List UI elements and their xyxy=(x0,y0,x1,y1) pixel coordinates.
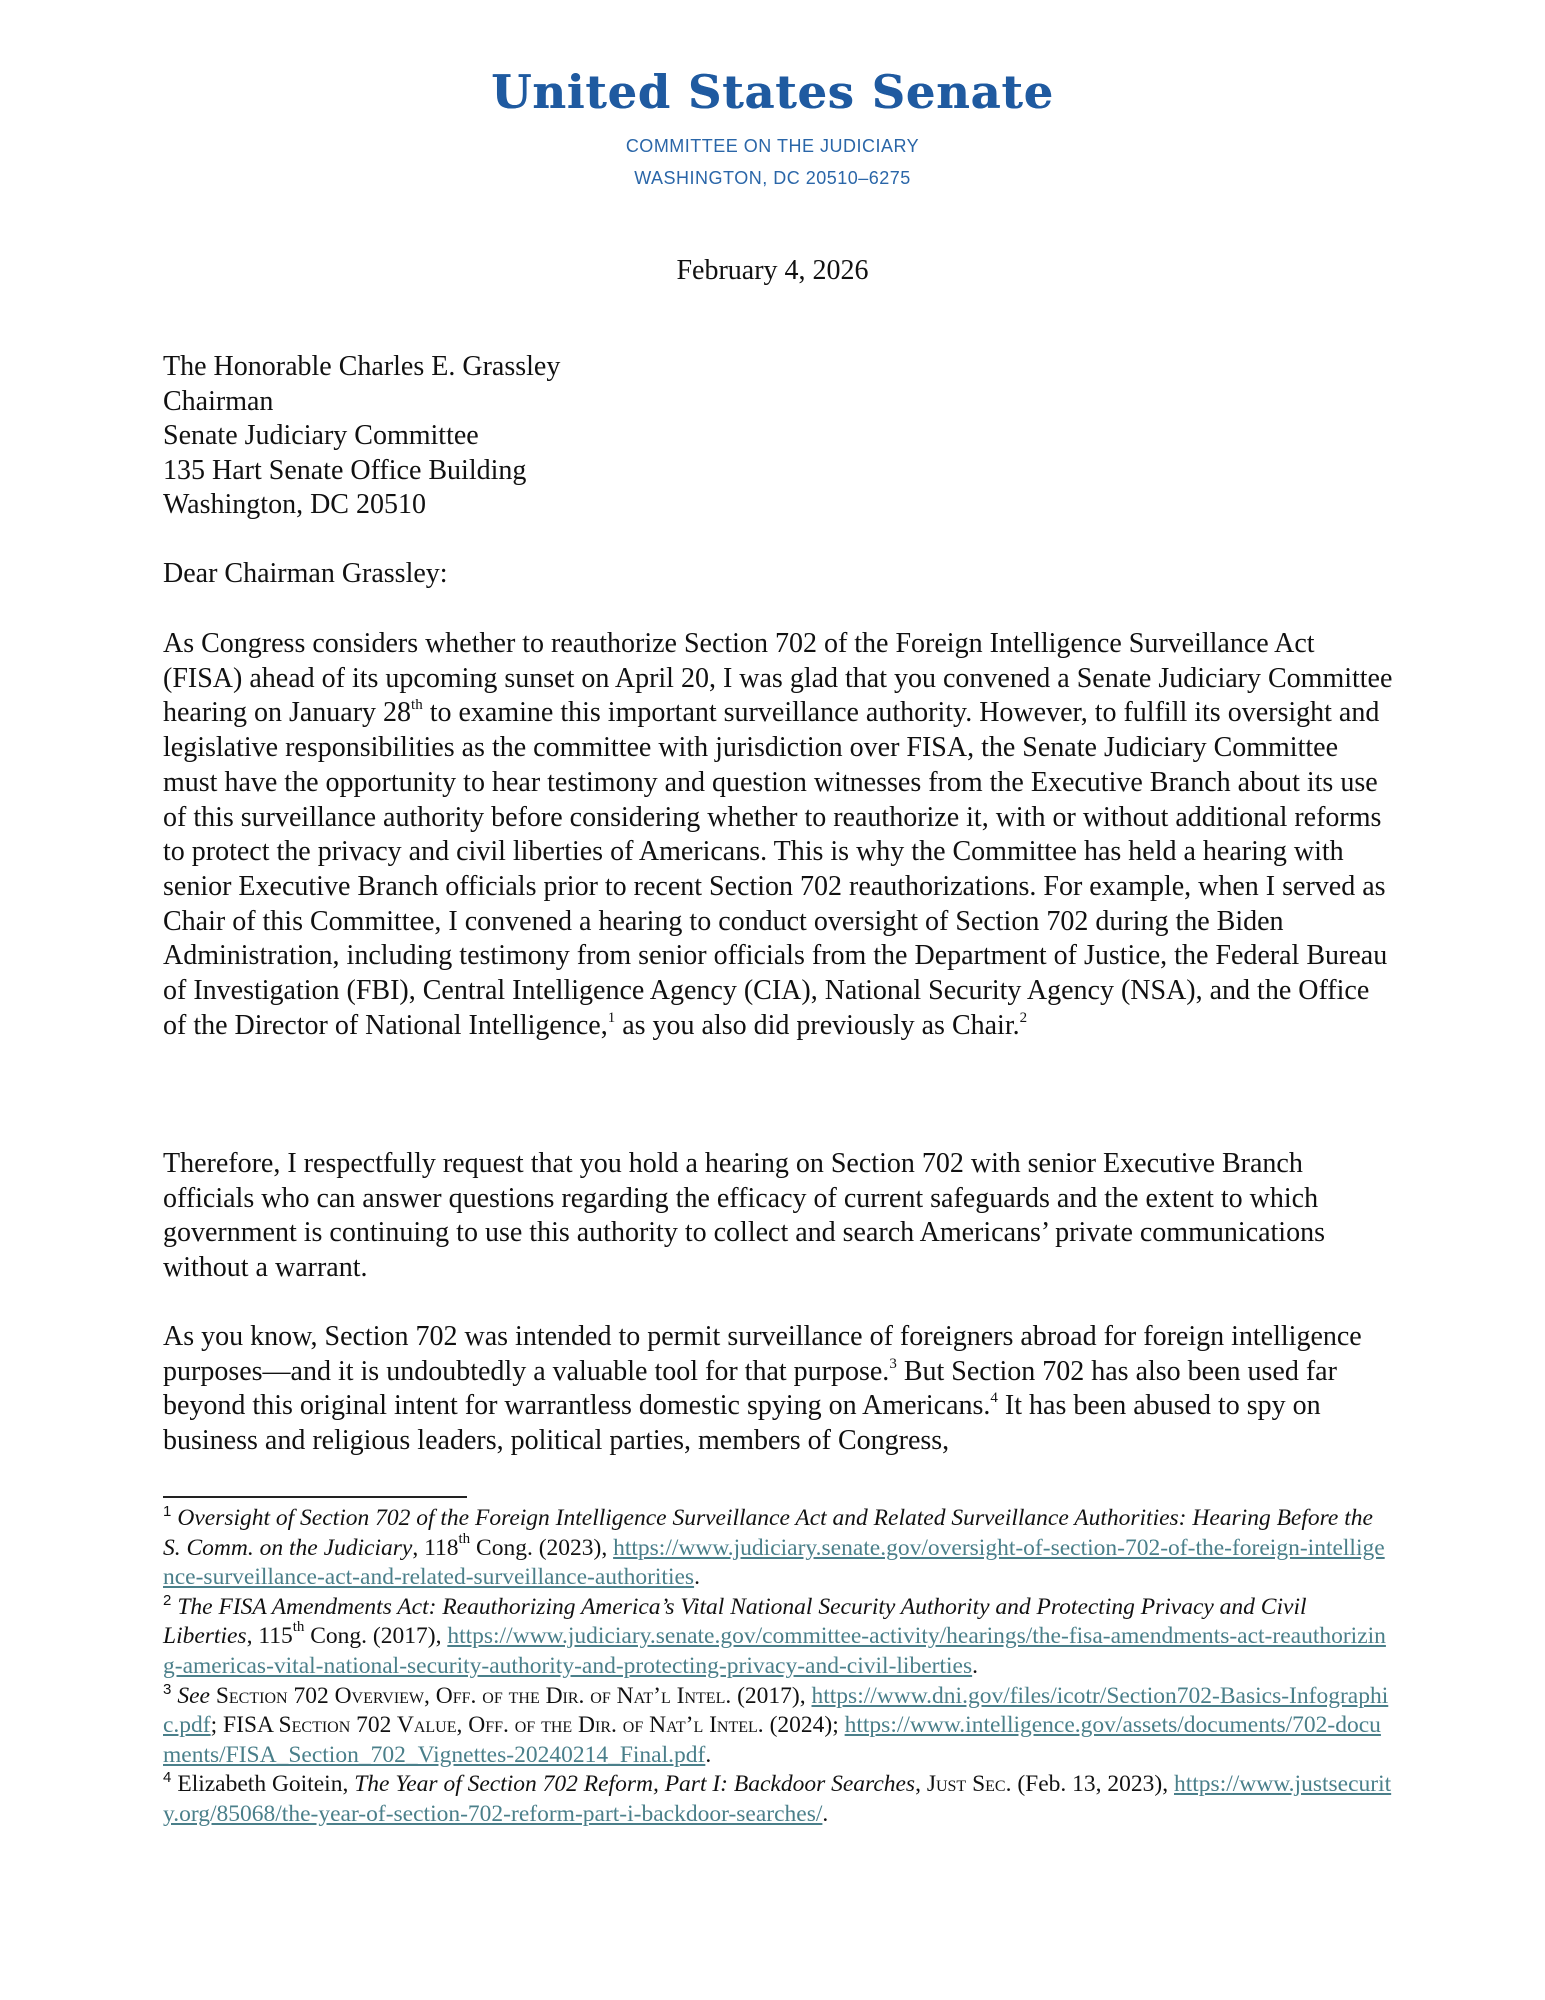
footnote-link[interactable]: https://www.dni.gov/files/icotr/Section702-Basics-Infographic.pdf xyxy=(163,1682,1389,1739)
footnote-signal: See xyxy=(177,1682,210,1709)
footnote-cite: (Feb. 13, 2023), xyxy=(1011,1771,1174,1798)
letter-date: February 4, 2026 xyxy=(676,255,869,286)
recipient-street: 135 Hart Senate Office Building xyxy=(163,454,527,486)
ordinal-suffix: th xyxy=(292,1619,305,1636)
footnote-title: Oversight of Section 702 of the Foreign Intelligence Surveillance Act and Related Surveillance Authorities: Hearing Before the S. Comm. on the Judiciary xyxy=(163,1505,1373,1561)
footnotes xyxy=(163,1504,1393,1830)
footnote-ref-1[interactable]: 1 xyxy=(607,1009,616,1026)
ordinal-suffix: th xyxy=(458,1530,471,1547)
footnote-period: . xyxy=(705,1741,712,1768)
footnote-publication: Just Sec. xyxy=(926,1771,1012,1798)
footnote-1 xyxy=(163,1504,1393,1593)
footnote-cite: (2017), xyxy=(731,1682,812,1709)
footnote-number: 3 xyxy=(163,1680,172,1698)
letterhead-committee: COMMITTEE ON THE JUDICIARY xyxy=(625,136,920,156)
letterhead-title: United States Senate xyxy=(491,65,1054,119)
footnote-number: 1 xyxy=(163,1503,172,1520)
recipient-committee: Senate Judiciary Committee xyxy=(163,420,479,451)
footnote-ref-3[interactable]: 3 xyxy=(889,1355,897,1372)
paragraph-3 xyxy=(163,1320,1393,1459)
footnote-source: FISA Section 702 Value, Off. of the Dir. of Nat’l Intel. xyxy=(223,1712,764,1739)
salutation: Dear Chairman Grassley: xyxy=(163,558,448,589)
paragraph-text: It has been abused to spy on business and religious leaders, political parties, members of Congress, xyxy=(163,1390,1321,1457)
footnote-link[interactable]: https://www.justsecurity.org/85068/the-year-of-section-702-reform-part-i-backdoor-searches/ xyxy=(163,1771,1392,1827)
footnote-link[interactable]: https://www.judiciary.senate.gov/oversight-of-section-702-of-the-foreign-intelligence-surveillance-act-and-related-surveillance-authorities xyxy=(163,1534,1385,1591)
footnote-separator: ; xyxy=(210,1712,224,1739)
footnote-number: 4 xyxy=(163,1769,172,1787)
footnote-cite: , 115 xyxy=(246,1623,293,1650)
paragraph-text: Therefore, I respectfully request that you hold a hearing on Section 702 with senior Executive Branch officials who can answer questions regarding the efficacy of current safeguards and the extent to which government is continuing to use this authority to collect and search Americans’ private communications without a warrant. xyxy=(163,1148,1325,1284)
ordinal-suffix: th xyxy=(411,697,423,714)
footnote-number: 2 xyxy=(163,1591,172,1609)
footnote-link[interactable]: https://www.intelligence.gov/assets/documents/702-documents/FISA_Section_702_Vignettes-20240214_Final.pdf xyxy=(163,1712,1381,1768)
footnote-2 xyxy=(163,1593,1393,1682)
footnote-period: . xyxy=(694,1564,700,1591)
footnote-ref-2[interactable]: 2 xyxy=(1019,1009,1028,1026)
footnote-3 xyxy=(163,1682,1393,1771)
footnote-separator: , xyxy=(915,1771,927,1798)
footnote-cite: , 118 xyxy=(412,1534,459,1561)
footnote-period: . xyxy=(972,1652,978,1679)
footnote-link[interactable]: https://www.judiciary.senate.gov/committee-activity/hearings/the-fisa-amendments-act-reauthorizing-americas-vital-national-security-authority-and-protecting-privacy-and-civil-liberties xyxy=(163,1623,1386,1679)
paragraph-text: As you know, Section 702 was intended to permit surveillance of foreigners abroad for foreign intelligence purposes—and it is undoubtedly a valuable tool for that purpose. xyxy=(163,1321,1362,1387)
footnote-divider xyxy=(163,1496,467,1498)
footnote-title: The FISA Amendments Act: Reauthorizing America’s Vital National Security Authority and Protecting Privacy and Civil Liberties xyxy=(163,1593,1307,1650)
paragraph-text: As Congress considers whether to reauthorize Section 702 of the Foreign Intelligence Surveillance Act (FISA) ahead of its upcoming sunset on April 20, I was glad that you convened a Senate Judiciary Committee hearing on January 28 xyxy=(163,628,1393,729)
footnote-title: The Year of Section 702 Reform, Part I: Backdoor Searches xyxy=(354,1771,916,1798)
footnote-cite: (2024); xyxy=(763,1712,845,1739)
footnote-author: Elizabeth Goitein, xyxy=(177,1771,355,1798)
footnote-cite: Cong. (2023), xyxy=(470,1534,614,1561)
paragraph-text: as you also did previously as Chair. xyxy=(615,1009,1020,1041)
footnote-4 xyxy=(163,1770,1393,1829)
paragraph-text: But Section 702 has also been used far beyond this original intent for warrantless domestic spying on Americans. xyxy=(163,1355,1337,1422)
recipient-name: The Honorable Charles E. Grassley xyxy=(163,351,561,382)
paragraph-1 xyxy=(163,627,1393,1043)
letterhead xyxy=(0,62,1545,192)
recipient-city: Washington, DC 20510 xyxy=(163,489,426,520)
footnote-cite: Cong. (2017), xyxy=(304,1623,448,1650)
footnote-period: . xyxy=(822,1800,829,1827)
recipient-title: Chairman xyxy=(163,385,274,417)
paragraph-2 xyxy=(163,1147,1393,1286)
paragraph-text: to examine this important surveillance authority. However, to fulfill its oversight and legislative responsibilities as the committee with jurisdiction over FISA, the Senate Judiciary Committee must have the opportunity to hear testimony and question witnesses from the Executive Branch about its use of this surveillance authority before considering whether to reauthorize it, with or without additional reforms to protect the privacy and civil liberties of Americans. This is why the Committee has held a hearing with senior Executive Branch officials prior to recent Section 702 reauthorizations. For example, when I served as Chair of this Committee, I convened a hearing to conduct oversight of Section 702 during the Biden Administration, including testimony from senior officials from the Department of Justice, the Federal Bureau of Investigation (FBI), Central Intelligence Agency (CIA), National Security Agency (NSA), and the Office of the Director of National Intelligence, xyxy=(163,697,1388,1041)
recipient-address xyxy=(163,350,560,523)
footnote-source: Section 702 Overview, Off. of the Dir. of Nat’l Intel. xyxy=(209,1682,732,1709)
footnote-ref-4[interactable]: 4 xyxy=(990,1390,998,1407)
letterhead-address: WASHINGTON, DC 20510–6275 xyxy=(634,168,911,188)
